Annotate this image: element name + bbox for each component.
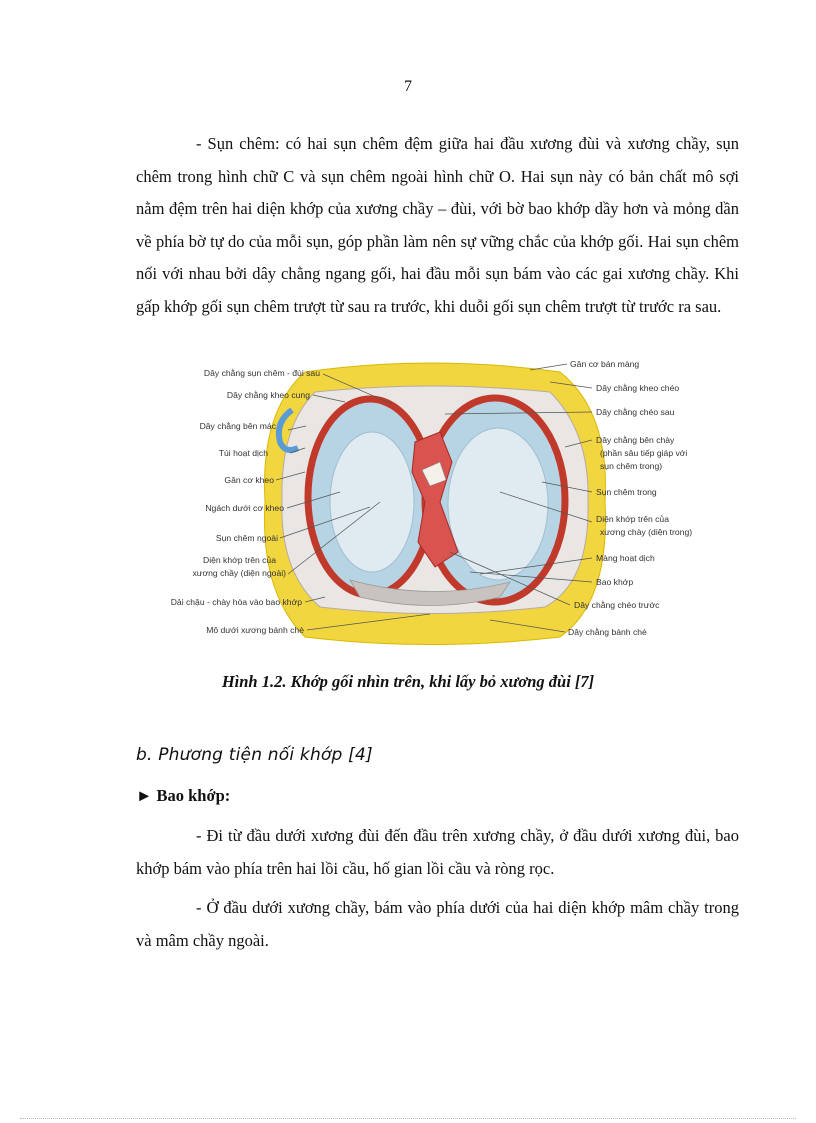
label-fibular-collateral: Dây chằng bên mác bbox=[199, 421, 276, 431]
label-synovial-membrane: Màng hoạt dịch bbox=[596, 553, 655, 563]
label-medial-meniscus: Sụn chêm trong bbox=[596, 487, 657, 497]
label-oblique-popliteal: Dây chằng kheo chéo bbox=[596, 383, 680, 393]
page-number: 7 bbox=[404, 78, 412, 95]
label-pcl: Dây chằng chéo sau bbox=[596, 407, 675, 417]
label-lateral-articular-1: Diện khớp trên của bbox=[203, 555, 276, 565]
label-tibial-collateral-2: (phần sâu tiếp giáp với bbox=[600, 448, 688, 458]
label-tibial-collateral-3: sụn chêm trong) bbox=[600, 461, 663, 471]
label-medial-articular-1: Diện khớp trên của bbox=[596, 514, 669, 524]
label-medial-articular-2: xương chày (diện trong) bbox=[600, 527, 693, 537]
label-semimembranosus: Gân cơ bán màng bbox=[570, 359, 640, 369]
label-popliteus-tendon: Gân cơ kheo bbox=[224, 475, 274, 485]
label-posterior-meniscofemoral: Dây chằng sụn chêm - đùi sau bbox=[203, 368, 320, 378]
knee-illustration bbox=[140, 352, 700, 652]
label-bursa: Túi hoạt dịch bbox=[218, 448, 268, 458]
label-lateral-meniscus: Sụn chêm ngoài bbox=[215, 533, 278, 543]
figure-caption: Hình 1.2. Khớp gối nhìn trên, khi lấy bỏ xương đùi [7] bbox=[221, 672, 595, 691]
label-iliotibial-tract: Dải chậu - chày hòa vào bao khớp bbox=[170, 597, 302, 607]
paragraph-capsule-femur: - Đi từ đầu dưới xương đùi đến đầu trên xương chầy, ở đầu dưới xương đùi, bao khớp bám vào phía trên hai lồi cầu, hố gian lồi cầu và ròng rọc. bbox=[136, 826, 739, 878]
paragraph-capsule-tibia: - Ở đầu dưới xương chầy, bám vào phía dưới của hai diện khớp mâm chầy trong và mâm chầy ngoài. bbox=[136, 898, 739, 950]
section-subheading: b. Phương tiện nối khớp [4] bbox=[136, 745, 373, 765]
label-tibial-collateral-1: Dây chằng bên chày bbox=[596, 435, 675, 445]
label-joint-capsule: Bao khớp bbox=[596, 577, 634, 587]
knee-joint-figure bbox=[140, 352, 700, 652]
label-acl: Dây chằng chéo trước bbox=[574, 600, 660, 610]
label-subpopliteal-recess: Ngách dưới cơ kheo bbox=[205, 503, 284, 513]
label-lateral-articular-2: xương chầy (diện ngoài) bbox=[192, 568, 286, 578]
paragraph-meniscus: - Sụn chêm: có hai sụn chêm đệm giữa hai đầu xương đùi và xương chầy, sụn chêm trong hình chữ C và sụn chêm ngoài hình chữ O. Hai sụn này có bản chất mô sợi nằm đệm trên hai diện khớp của xương chầy – đùi, với bờ bao khớp dầy hơn và mỏng dần về phía bờ tự do của mỗi sụn, góp phần làm nên sự vững chắc của khớp gối. Hai sụn chêm nối với nhau bởi dây chằng ngang gối, hai đầu mỗi sụn bám vào các gai xương chầy. Khi gấp khớp gối sụn chêm trượt từ sau ra trước, khi duỗi gối sụn chêm trượt từ trước ra sau. bbox=[136, 134, 739, 316]
label-patellar-ligament: Dây chằng bánh chè bbox=[568, 627, 647, 637]
label-infrapatellar-fat: Mô dưới xương bánh chè bbox=[206, 625, 304, 635]
page-bottom-rule bbox=[20, 1118, 796, 1119]
bullet-heading: ► Bao khớp: bbox=[136, 786, 231, 805]
label-arcuate-popliteal: Dây chằng kheo cung bbox=[226, 390, 310, 400]
